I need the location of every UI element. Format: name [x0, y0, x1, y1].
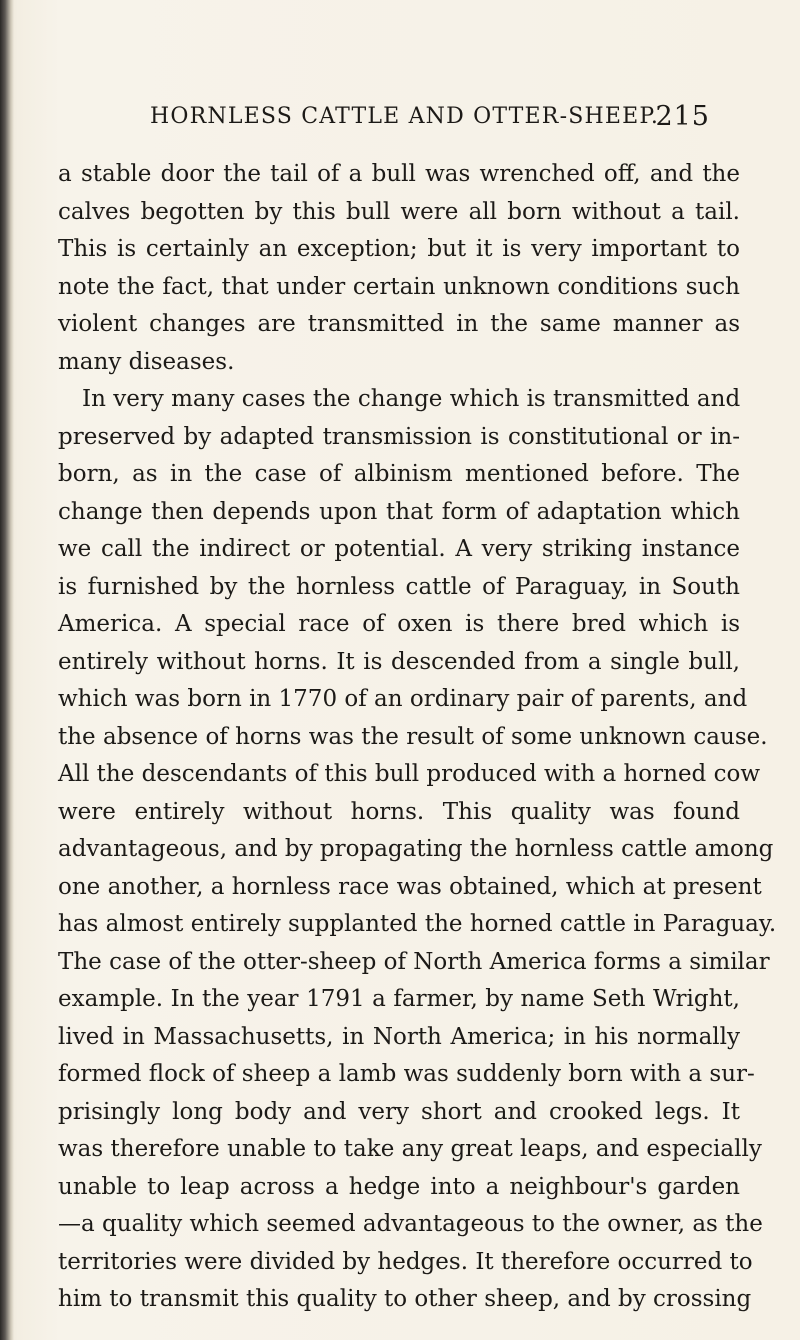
text-line: prisingly long body and very short and crooked legs. It — [58, 1098, 740, 1125]
text-line: formed flock of sheep a lamb was suddenly born with a sur- — [58, 1061, 755, 1087]
text-line: was therefore unable to take any great leaps, and especially — [58, 1136, 762, 1162]
text-line: violent changes are transmitted in the same manner as — [58, 311, 740, 337]
text-line: has almost entirely supplanted the horned cattle in Paraguay. — [58, 911, 777, 937]
text-line: This is certainly an exception; but it is very important to — [58, 236, 740, 262]
running-head — [150, 101, 710, 140]
text-line: preserved by adapted transmission is constitutional or in- — [58, 423, 740, 450]
text-line: All the descendants of this bull produced with a horned cow — [58, 761, 761, 787]
text-line: change then depends upon that form of adaptation which — [58, 498, 740, 525]
text-line: many diseases. — [58, 348, 235, 375]
body-text — [58, 156, 777, 1319]
text-line: lived in Massachusetts, in North America; in his normally — [58, 1023, 740, 1050]
running-head-title: HORNLESS CATTLE AND OTTER-SHEEP. — [150, 104, 660, 129]
text-line: example. In the year 1791 a farmer, by name Seth Wright, — [58, 986, 740, 1012]
page-number: 215 — [655, 101, 710, 132]
text-line: were entirely without horns. This quality was found — [58, 798, 740, 825]
text-line: note the fact, that under certain unknown conditions such — [58, 273, 740, 300]
text-line: territories were divided by hedges. It therefore occurred to — [58, 1248, 753, 1275]
book-binding-gutter — [0, 0, 14, 1340]
text-line: entirely without horns. It is descended from a single bull, — [58, 648, 740, 675]
text-line: America. A special race of oxen is there bred which is — [58, 611, 740, 637]
text-line: calves begotten by this bull were all born without a tail. — [58, 198, 740, 225]
text-line: The case of the otter-sheep of North America forms a similar — [58, 948, 770, 975]
text-line: which was born in 1770 of an ordinary pair of parents, and — [58, 686, 748, 712]
text-line: we call the indirect or potential. A very striking instance — [58, 536, 740, 562]
text-line: one another, a hornless race was obtained, which at present — [58, 873, 762, 900]
paragraph-start-line: In very many cases the change which is transmitted and — [82, 386, 741, 412]
text-line: unable to leap across a hedge into a neighbour's garden — [58, 1173, 740, 1200]
text-line: —a quality which seemed advantageous to the owner, as the — [58, 1211, 763, 1237]
text-line: advantageous, and by propagating the hornless cattle among — [58, 836, 774, 862]
text-line: the absence of horns was the result of some unknown cause. — [58, 723, 768, 750]
text-line: him to transmit this quality to other sheep, and by crossing — [58, 1286, 752, 1312]
text-line: a stable door the tail of a bull was wrenched off, and the — [58, 161, 740, 187]
text-line: is furnished by the hornless cattle of Paraguay, in South — [58, 573, 740, 600]
text-line: born, as in the case of albinism mentioned before. The — [58, 461, 740, 487]
